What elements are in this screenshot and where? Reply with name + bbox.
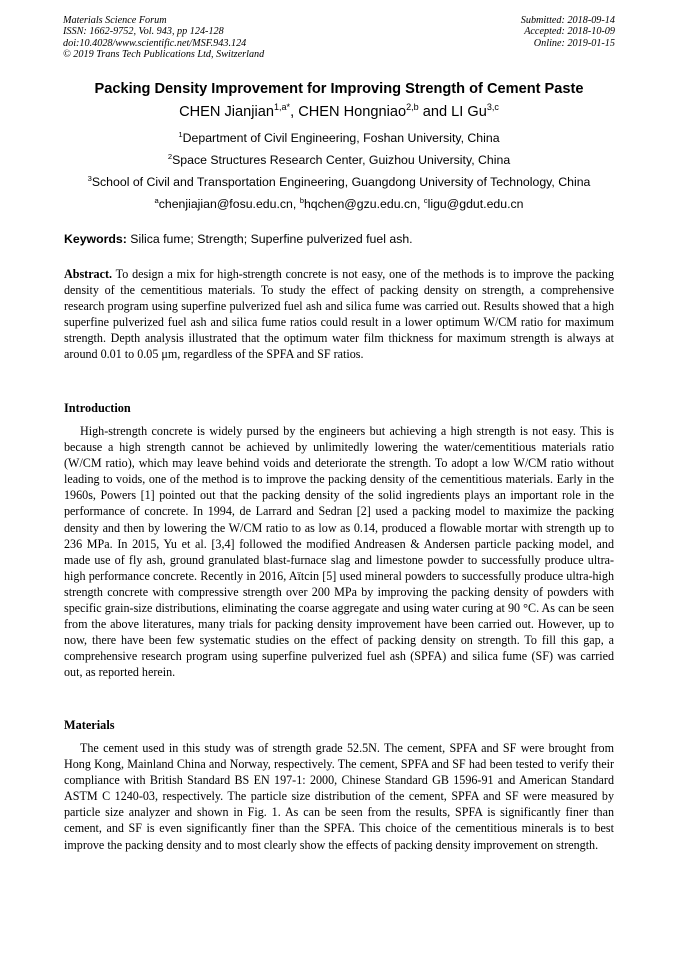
keywords xyxy=(64,232,413,246)
affiliation-text: Department of Civil Engineering, Foshan University, China xyxy=(182,131,500,145)
journal-name: Materials Science Forum xyxy=(63,15,167,26)
affiliation-text: School of Civil and Transportation Engineering, Guangdong University of Technology, China xyxy=(91,175,591,189)
introduction-heading: Introduction xyxy=(64,401,131,415)
copyright-line: © 2019 Trans Tech Publications Ltd, Switzerland xyxy=(63,49,265,61)
author-list xyxy=(40,104,638,120)
author-name: LI Gu xyxy=(451,104,487,120)
author-separator: and xyxy=(418,104,452,120)
author-name: CHEN Jianjian xyxy=(179,104,274,120)
journal-info xyxy=(63,15,264,61)
affiliation-number: 2 xyxy=(167,151,173,161)
author-separator: , xyxy=(290,104,299,120)
email-link[interactable]: ligu@gdut.edu.cn xyxy=(427,197,524,211)
affiliation-text: Space Structures Research Center, Guizhou University, China xyxy=(172,153,511,167)
email-link[interactable]: chenjiajian@fosu.edu.cn, xyxy=(158,197,300,211)
email-list xyxy=(30,197,648,211)
abstract-text: To design a mix for high-strength concrete is not easy, one of the methods is to improve the packing density of the cementitious materials. To study the effect of packing density on strength, a comprehensive research program using superfine pulverized fuel ash and silica fume was carried out. Results showed that a high superfine pulverized fuel ash and silica fume ratios could result in a lower optimum W/CM ratio for maximum strength. Depth analysis illustrated that the optimum water film thickness for maximum strength is always at around 0.01 to 0.05 μm, regardless of the SPFA and SF ratios. xyxy=(64,267,614,362)
keywords-text: Silica fume; Strength; Superfine pulverized fuel ash. xyxy=(126,232,413,246)
keywords-label: Keywords: xyxy=(64,232,127,246)
abstract-label: Abstract. xyxy=(64,267,113,281)
affiliation-number: 3 xyxy=(87,173,92,183)
materials-paragraph: The cement used in this study was of strength grade 52.5N. The cement, SPFA and SF were brought from Hong Kong, Mainland China and Norway, respectively. The cement, SPFA and SF had been tested to verify their compliance with British Standard BS EN 197-1: 2000, Chinese Standard GB 1596-91 and American Standard ASTM C 1240-03, respectively. The particle size distribution of the cement, SPFA and SF were measured by particle size analyzer and shown in Fig. 1. As can be seen from the results, SPFA is significantly finer than cement, and SF is even significantly finer than the SPFA. This choice of the cementitious minerals is to best improve the packing density and to most clearly show the effects of packing density improvement on strength. xyxy=(64,741,614,852)
email-superscript: b xyxy=(299,195,304,205)
author-superscript: 1,a* xyxy=(273,102,291,113)
accepted-date: Accepted: 2018-10-09 xyxy=(524,26,615,38)
submitted-date: Submitted: 2018-09-14 xyxy=(520,15,615,26)
publication-dates xyxy=(521,15,615,49)
affiliation-1 xyxy=(30,131,648,145)
affiliation-3 xyxy=(30,175,648,189)
author-superscript: 3,c xyxy=(486,102,499,113)
affiliation-2 xyxy=(30,153,648,167)
author-name: CHEN Hongniao xyxy=(298,104,407,120)
issn-line: ISSN: 1662-9752, Vol. 943, pp 124-128 xyxy=(63,26,224,38)
abstract xyxy=(64,266,614,363)
author-superscript: 2,b xyxy=(406,102,419,113)
email-superscript: c xyxy=(423,195,428,205)
affiliation-number: 1 xyxy=(178,129,183,139)
doi-line: doi:10.4028/www.scientific.net/MSF.943.124 xyxy=(63,37,247,49)
online-date: Online: 2019-01-15 xyxy=(533,37,615,49)
email-link[interactable]: hqchen@gzu.edu.cn, xyxy=(303,197,424,211)
introduction-paragraph: High-strength concrete is widely pursed by the engineers but achieving a high strength is not easy. This is because a high strength cannot be achieved by unlimitedly lowering the water/cementitious materials ratio (W/CM ratio), which may leave behind voids and deteriorate the strength. To adopt a low W/CM ratio without leading to voids, one of the method is to improve the packing density of the cementitious materials. Early in the 1960s, Powers [1] pointed out that the packing density of the solid ingredients plays an important role in the performance of concrete. In 1994, de Larrard and Sedran [2] used a packing model to maximize the packing density and then by lowering the W/CM ratio to as low as 0.14, produced a flowable mortar with strength up to 236 MPa. In 2015, Yu et al. [3,4] followed the modified Andreasen & Andersen particle packing model, and made use of fly ash, ground granulated blast-furnace slag and limestone powder to successfully produce ultra-high performance concrete. Recently in 2016, Aïtcin [5] used mineral powders to successfully produce ultra-high strength concrete with compressive strength over 200 MPa by improving the packing density of powders with specific grain-size distributions, eliminating the coarse aggregate and using water curing at 90 °C. As can be seen from the above literatures, many trials for packing density improvement have been carried out. However, up to now, there have been few systematic studies on the effect of packing density on strength. To fill this gap, a comprehensive research program using superfine pulverized fuel ash (SPFA) and silica fume (SF) was carried out, as reported herein. xyxy=(64,424,614,680)
materials-heading: Materials xyxy=(64,718,115,732)
email-superscript: a xyxy=(154,195,159,205)
paper-title: Packing Density Improvement for Improving Strength of Cement Paste xyxy=(94,81,584,97)
